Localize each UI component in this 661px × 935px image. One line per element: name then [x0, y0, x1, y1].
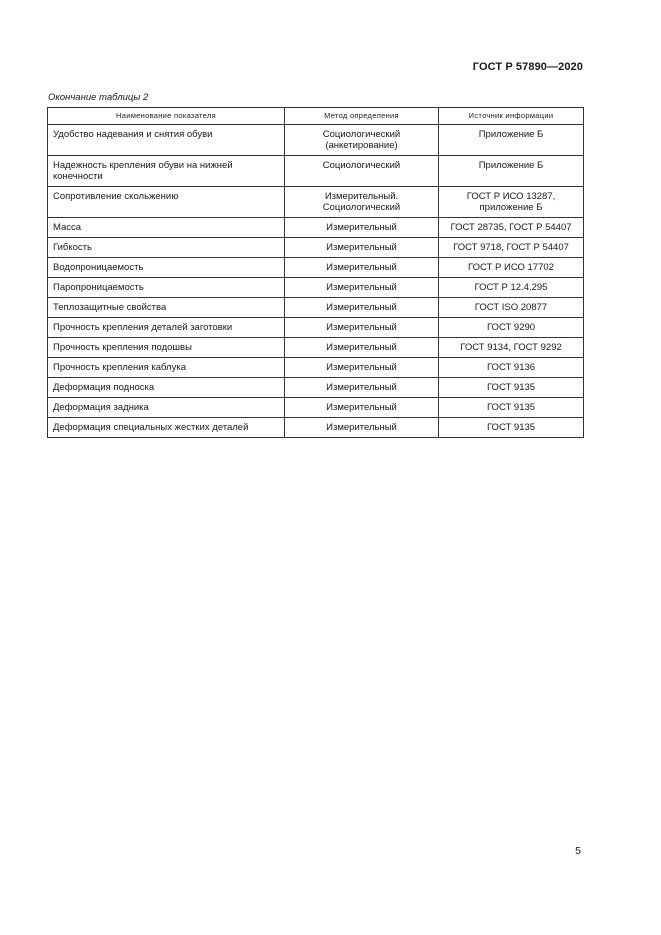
cell-method: Измерительный — [285, 237, 439, 257]
table-row — [48, 377, 584, 397]
document-code: ГОСТ Р 57890—2020 — [472, 61, 583, 73]
cell-source: ГОСТ 9718, ГОСТ Р 54407 — [439, 237, 584, 257]
cell-source: ГОСТ ISO 20877 — [439, 297, 584, 317]
cell-method: Измерительный — [285, 417, 439, 437]
cell-name: Деформация специальных жестких деталей — [48, 417, 285, 437]
cell-method: Измерительный — [285, 277, 439, 297]
cell-name: Удобство надевания и снятия обуви — [48, 124, 285, 155]
cell-name: Паропроницаемость — [48, 277, 285, 297]
cell-source: ГОСТ 9134, ГОСТ 9292 — [439, 337, 584, 357]
table-row — [48, 337, 584, 357]
table-row — [48, 257, 584, 277]
table-row — [48, 397, 584, 417]
cell-source: ГОСТ 9136 — [439, 357, 584, 377]
cell-method: Измерительный — [285, 297, 439, 317]
table-row — [48, 186, 584, 217]
column-header-method: Метод определения — [285, 108, 439, 125]
cell-method: Социологический — [285, 155, 439, 186]
table-row — [48, 357, 584, 377]
cell-method: Измерительный — [285, 257, 439, 277]
table-row — [48, 417, 584, 437]
cell-method: Измерительный — [285, 357, 439, 377]
page-number: 5 — [575, 845, 581, 857]
cell-name: Деформация задника — [48, 397, 285, 417]
table-row — [48, 155, 584, 186]
cell-method: Измерительный — [285, 337, 439, 357]
cell-source: ГОСТ 9135 — [439, 377, 584, 397]
cell-method: Измерительный — [285, 397, 439, 417]
table-row — [48, 124, 584, 155]
cell-source: ГОСТ 9135 — [439, 417, 584, 437]
indicators-table — [47, 107, 584, 438]
cell-name: Деформация подноска — [48, 377, 285, 397]
column-header-name: Наименование показателя — [48, 108, 285, 125]
cell-method: Измерительный — [285, 317, 439, 337]
cell-method: Социологический (анкетирование) — [285, 124, 439, 155]
cell-name: Теплозащитные свойства — [48, 297, 285, 317]
cell-method: Измерительный. Социологический — [285, 186, 439, 217]
cell-method: Измерительный — [285, 377, 439, 397]
table-row — [48, 237, 584, 257]
cell-method: Измерительный — [285, 217, 439, 237]
table-header-row — [48, 108, 584, 125]
table-row — [48, 217, 584, 237]
cell-source: ГОСТ Р 12.4.295 — [439, 277, 584, 297]
table-caption: Окончание таблицы 2 — [48, 92, 149, 103]
table-row — [48, 297, 584, 317]
cell-source: Приложение Б — [439, 155, 584, 186]
cell-name: Прочность крепления подошвы — [48, 337, 285, 357]
cell-name: Водопроницаемость — [48, 257, 285, 277]
cell-name: Прочность крепления деталей заготовки — [48, 317, 285, 337]
cell-name: Сопротивление скольжению — [48, 186, 285, 217]
column-header-source: Источник информации — [439, 108, 584, 125]
cell-source: ГОСТ 9135 — [439, 397, 584, 417]
cell-source: ГОСТ 28735, ГОСТ Р 54407 — [439, 217, 584, 237]
table-row — [48, 317, 584, 337]
cell-source: ГОСТ Р ИСО 13287, приложение Б — [439, 186, 584, 217]
cell-name: Прочность крепления каблука — [48, 357, 285, 377]
cell-source: Приложение Б — [439, 124, 584, 155]
cell-source: ГОСТ 9290 — [439, 317, 584, 337]
cell-source: ГОСТ Р ИСО 17702 — [439, 257, 584, 277]
cell-name: Надежность крепления обуви на нижней конечности — [48, 155, 285, 186]
table-row — [48, 277, 584, 297]
cell-name: Гибкость — [48, 237, 285, 257]
cell-name: Масса — [48, 217, 285, 237]
